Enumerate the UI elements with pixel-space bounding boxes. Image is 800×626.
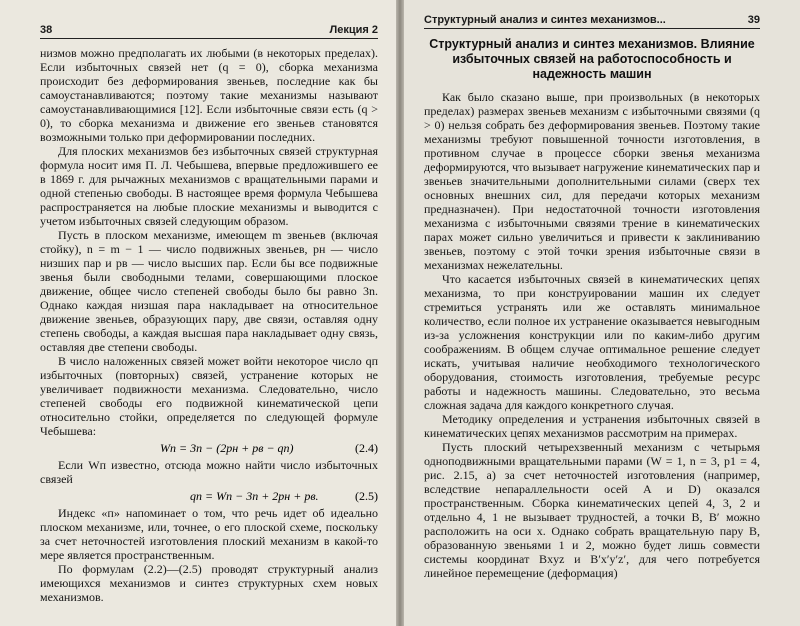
paragraph: низмов можно предполагать их любыми (в некоторых пределах). Если избыточных связей нет (q = 0), сборка механизма происходит без деформирования звеньев, последние как бы самоустанавливаются; поэтому такие механизмы называют самоустанавливающимися [12]. Если избыточные связи есть (q > 0), то сборка механизма и движение его звеньев становятся возможными только при деформировании последних. xyxy=(40,46,378,144)
right-section-title: Структурный анализ и синтез механизмов... xyxy=(424,14,666,26)
section-heading: Структурный анализ и синтез механизмов. Влияние избыточных связей на работоспособность и надежность машин xyxy=(429,37,755,81)
paragraph: По формулам (2.2)—(2.5) проводят структурный анализ имеющихся механизмов и синтез структурных схем новых механизмов. xyxy=(40,562,378,604)
paragraph: Если Wп известно, отсюда можно найти число избыточных связей xyxy=(40,458,378,486)
left-running-head xyxy=(40,24,378,39)
formula-number: (2.4) xyxy=(355,441,378,455)
paragraph: Пусть плоский четырехзвенный механизм с четырьмя одноподвижными вращательными парами (W = 1, n = 3, p1 = 4, рис. 2.15, а) за счет неточностей изготовления (например, вследствие непараллельности осей A и D) оказался пространственным. Сборка кинематических цепей 4, 3, 2 и отдельно 4, 1 не вызывает трудностей, а точки B, B′ можно расположить на оси x. Однако собрать вращательную пару B, образованную звеньями 1 и 2, можно будет лишь совмести системы координат Bxyz и B′x′y′z′, для чего потребуется линейное перемещение (деформация) xyxy=(424,440,760,580)
formula-text: qп = Wп − 3n + 2pн + pв. xyxy=(190,489,319,503)
formula-number: (2.5) xyxy=(355,489,378,503)
left-chapter-title: Лекция 2 xyxy=(329,24,378,36)
paragraph: Что касается избыточных связей в кинематических цепях механизма, то при конструировании машин их следует стремиться устранять или же оставлять минимальное количество, если полное их устранение оказывается невыгодным из-за усложнения конструкции или по каким-либо другим соображениям. В общем случае оптимальное решение следует искать, учитывая наличие необходимого технологического оборудования, стоимость изготовления, требуемые ресурс работы и надежность машины. Следовательно, это весьма сложная задача для каждого конкретного случая. xyxy=(424,272,760,412)
right-page xyxy=(404,0,800,626)
left-body xyxy=(40,46,378,604)
right-page-number: 39 xyxy=(747,14,760,26)
formula-text: Wп = 3n − (2pн + pв − qп) xyxy=(160,441,294,455)
right-running-head xyxy=(424,14,760,29)
left-page xyxy=(0,0,396,626)
paragraph: Пусть в плоском механизме, имеющем m звеньев (включая стойку), n = m − 1 — число подвижных звеньев, pн — число низших пар и pв — число высших пар. Если бы все подвижные звенья были свободными телами, совершающими плоское движение, общее число степеней свободы было бы равно 3n. Однако каждая низшая пара накладывает на относительное движение звеньев, образующих пару, две связи, оставляя одну степень свободы, а каждая высшая пара накладывает одну связь, оставляя две степени свободы. xyxy=(40,228,378,354)
left-page-number: 38 xyxy=(40,24,53,36)
paragraph: Методику определения и устранения избыточных связей в кинематических цепях механизмов рассмотрим на примерах. xyxy=(424,412,760,440)
paragraph: Индекс «п» напоминает о том, что речь идет об идеально плоском механизме, или, точнее, о его плоской схеме, поскольку за счет неточностей изготовления плоский механизм в какой-то мере является пространственным. xyxy=(40,506,378,562)
book-gutter xyxy=(396,0,404,626)
paragraph: Для плоских механизмов без избыточных связей структурная формула носит имя П. Л. Чебышева, впервые предложившего ее в 1869 г. для рычажных механизмов с вращательными парами и одной степенью свободы. В настоящее время формула Чебышева распространяется на любые плоские механизмы и выводится с учетом избыточных связей следующим образом. xyxy=(40,144,378,228)
paragraph: В число наложенных связей может войти некоторое число qп избыточных (повторных) связей, устранение которых не увеличивает подвижности механизма. Следовательно, число степеней свободы его подвижной кинематической цепи относительно стойки, определяется по следующей формуле Чебышева: xyxy=(40,354,378,438)
paragraph: Как было сказано выше, при произвольных (в некоторых пределах) размерах звеньев механизм с избыточными связями (q > 0) нельзя собрать без деформирования звеньев. Поэтому такие механизмы требуют повышенной точности изготовления, в противном случае в процессе сборки звенья механизма деформируются, что вызывает нагружение кинематических пар и звеньев значительными дополнительными силами (сверх тех основных внешних сил, для передачи которых механизм предназначен). При недостаточной точности изготовления механизма с избыточными связями трение в кинематических парах может сильно увеличиться и привести к заклиниванию звеньев, поэтому с этой точки зрения избыточные связи в механизмах нежелательны. xyxy=(424,90,760,272)
formula-2-4 xyxy=(40,440,378,456)
formula-2-5 xyxy=(40,488,378,504)
